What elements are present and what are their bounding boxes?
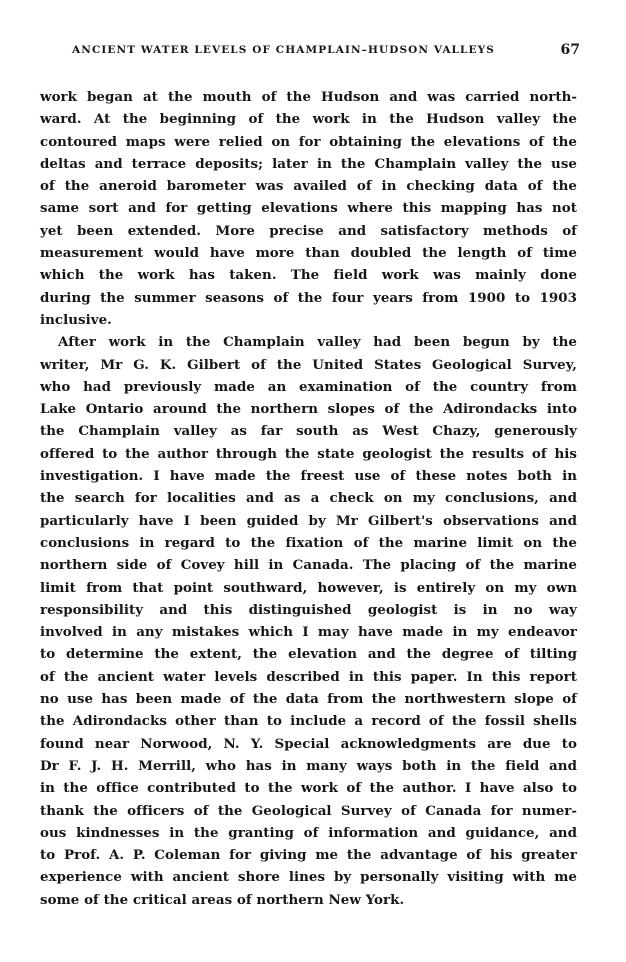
text-line: writer, Mr G. K. Gilbert of the United States Geological Survey, xyxy=(40,356,577,373)
text-line: investigation. I have made the freest use of these notes both in xyxy=(40,468,577,485)
text-line: who had previously made an examination of the country from xyxy=(40,378,577,395)
text-line: inclusive. xyxy=(40,311,112,328)
text-line: of the aneroid barometer was availed of in checking data of the xyxy=(40,178,577,195)
running-title: ANCIENT WATER LEVELS OF CHAMPLAIN–HUDSON VALLEYS xyxy=(72,44,495,56)
body-text xyxy=(40,86,577,911)
page-header xyxy=(72,42,580,62)
text-line: involved in any mistakes which I may have made in my endeavor xyxy=(40,624,577,641)
text-line: thank the officers of the Geological Survey of Canada for numer- xyxy=(40,802,577,819)
text-line: responsibility and this distinguished geologist is in no way xyxy=(40,601,577,618)
text-line: conclusions in regard to the fixation of the marine limit on the xyxy=(40,534,577,551)
text-line: to Prof. A. P. Coleman for giving me the advantage of his greater xyxy=(40,847,577,864)
text-line: deltas and terrace deposits; later in the Champlain valley the use xyxy=(40,155,577,172)
text-line: ward. At the beginning of the work in the Hudson valley the xyxy=(40,111,577,128)
text-line: Lake Ontario around the northern slopes of the Adirondacks into xyxy=(40,401,577,418)
text-line: of the ancient water levels described in this paper. In this report xyxy=(40,668,577,685)
text-line: After work in the Champlain valley had been begun by the xyxy=(58,334,577,351)
text-line: during the summer seasons of the four years from 1900 to 1903 xyxy=(40,289,577,306)
text-line: which the work has taken. The field work was mainly done xyxy=(40,267,577,284)
paragraph-acknowledgments xyxy=(40,331,577,911)
text-line: some of the critical areas of northern New York. xyxy=(40,891,405,908)
text-line: ous kindnesses in the granting of information and guidance, and xyxy=(40,824,577,841)
text-line: the search for localities and as a check on my conclusions, and xyxy=(40,490,577,507)
text-line: same sort and for getting elevations where this mapping has not xyxy=(40,200,577,217)
text-line: particularly have I been guided by Mr Gilbert's observations and xyxy=(40,512,577,529)
text-line: no use has been made of the data from the northwestern slope of xyxy=(40,691,577,708)
text-line: to determine the extent, the elevation and the degree of tilting xyxy=(40,646,577,663)
text-line: found near Norwood, N. Y. Special acknowledgments are due to xyxy=(40,735,577,752)
text-line: the Adirondacks other than to include a record of the fossil shells xyxy=(40,713,577,730)
text-line: experience with ancient shore lines by personally visiting with me xyxy=(40,869,577,886)
text-line: limit from that point southward, however, is entirely on my own xyxy=(40,579,577,596)
text-line: contoured maps were relied on for obtaining the elevations of the xyxy=(40,133,577,150)
text-line: yet been extended. More precise and satisfactory methods of xyxy=(40,222,577,239)
text-line: offered to the author through the state geologist the results of his xyxy=(40,445,577,462)
text-line: measurement would have more than doubled the length of time xyxy=(40,245,577,262)
text-line: work began at the mouth of the Hudson and was carried north- xyxy=(40,89,577,105)
text-line: in the office contributed to the work of the author. I have also to xyxy=(40,780,577,797)
text-line: Dr F. J. H. Merrill, who has in many ways both in the field and xyxy=(40,757,577,774)
page-number: 67 xyxy=(560,42,580,58)
text-line: northern side of Covey hill in Canada. The placing of the marine xyxy=(40,557,577,574)
text-line: the Champlain valley as far south as West Chazy, generously xyxy=(40,423,577,440)
paragraph-methods xyxy=(40,86,577,331)
